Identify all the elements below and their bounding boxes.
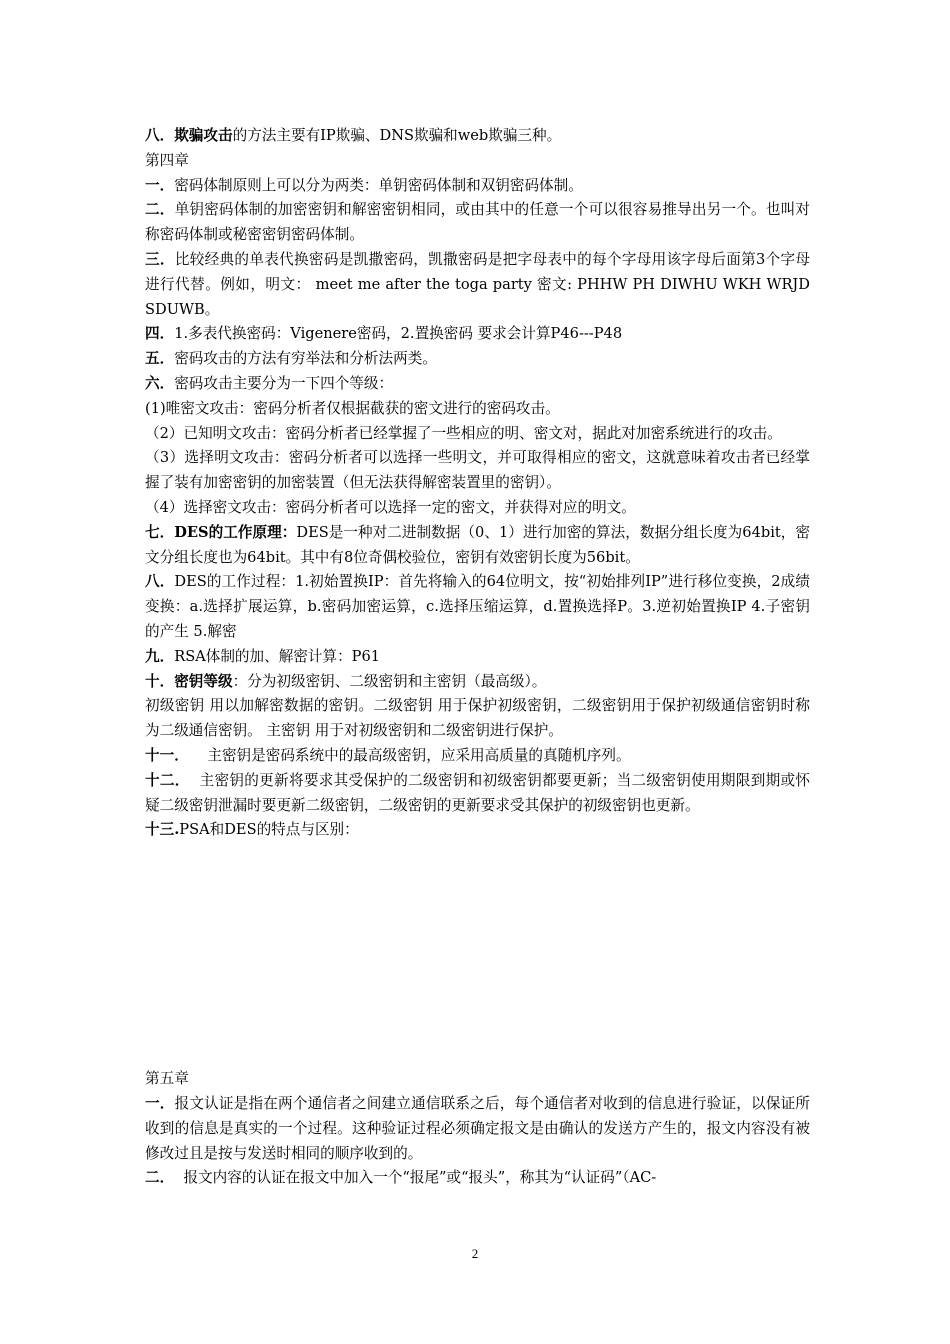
bold-term: DES的工作原理： [174,523,297,541]
paragraph-text: 主密钥的更新将要求其受保护的二级密钥和初级密钥都要更新；当二级密钥使用期限到期或怀疑二级密钥泄漏时要更新二级密钥，二级密钥的更新要求受其保护的初级密钥也更新。 [145,771,810,814]
bold-term: 欺骗攻击 [174,127,233,144]
item-label: 二． [145,201,175,219]
item-label: 六． [145,374,175,392]
paragraph-ch4-item4 [145,322,810,347]
blank-space [145,843,810,1067]
attack-level-1: (1)唯密文攻击：密码分析者仅根据截获的密文进行的密码攻击。 [145,399,560,417]
paragraph-text: DES的工作过程：1.初始置换IP：首先将输入的64位明文，按“初始排列IP”进行移位变换，2成绩变换：a.选择扩展运算，b.密码加密运算，c.选择压缩运算，d.置换选择P。3.逆初始置换IP 4.子密钥的产生 5.解密 [145,573,810,640]
paragraph-ch4-item6 [145,372,810,397]
paragraph-text: RSA体制的加、解密计算：P61 [174,647,381,665]
item-label: 十三. [145,821,180,839]
paragraph-text: 1.多表代换密码：Vigenere密码，2.置换密码 要求会计算P46---P48 [174,325,623,343]
paragraph-ch5-item1 [145,1092,810,1166]
paragraph-text: 报文认证是指在两个通信者之间建立通信联系之后，每个通信者对收到的信息进行验证，以保证所收到的信息是真实的一个过程。这种验证过程必须确定报文是由确认的发送方产生的，报文内容没有被修改过且是按与发送时相同的顺序收到的。 [145,1094,810,1162]
item-label: 十二． [145,771,190,789]
paragraph-text: 密码攻击的方法有穷举法和分析法两类。 [174,350,437,368]
paragraph-ch5-item2 [145,1166,810,1191]
item-label: 八． [145,573,175,591]
paragraph-text: 主密钥是密码系统中的最高级密钥，应采用高质量的真随机序列。 [188,746,631,764]
paragraph-text: 比较经典的单表代换密码是凯撒密码，凯撒密码是把字母表中的每个字母用该字母后面第3个字母进行代替。例如，明文： meet me after the toga party 密文: PHHW PH DIWHU WKH WRJD SDUWB。 [145,250,810,318]
attack-level-4: （4）选择密文攻击：密码分析者可以选择一定的密文，并获得对应的明文。 [145,498,636,516]
bold-term: 密钥等级 [174,672,233,690]
attack-level-2: （2）已知明文攻击：密码分析者已经掌握了一些相应的明、密文对，据此对加密系统进行的攻击。 [145,424,782,442]
item-label: 二． [145,1169,175,1187]
page-number: 2 [471,1246,479,1261]
item-label: 四． [145,325,175,343]
paragraph-text: DES是一种对二进制数据（0、1）进行加密的算法，数据分组长度为64bit，密文分组长度也为64bit。其中有8位奇偶校验位，密钥有效密钥长度为56bit。 [145,523,810,566]
item-label: 一． [145,176,175,194]
paragraph-text: ：分为初级密钥、二级密钥和主密钥（最高级）。 [232,672,547,690]
paragraph-ch4-item12 [145,769,810,819]
item-label: 七． [145,523,175,541]
paragraph-ch4-item1 [145,174,810,199]
key-levels-detail: 初级密钥 用以加解密数据的密钥。二级密钥 用于保护初级密钥，二级密钥用于保护初级通信密钥时称为二级通信密钥。 主密钥 用于对初级密钥和二级密钥进行保护。 [145,697,810,740]
item-label: 十一． [145,746,189,764]
paragraph-ch4-item5 [145,347,810,372]
paragraph-ch4-item7 [145,521,810,571]
paragraph-text: 密码攻击主要分为一下四个等级： [174,374,394,392]
paragraph-text: 单钥密码体制的加密密钥和解密密钥相同，或由其中的任意一个可以很容易推导出另一个。也叫对称密码体制或秘密密钥密码体制。 [145,201,810,244]
chapter4-title: 第四章 [145,151,189,169]
chapter5-title: 第五章 [145,1070,189,1088]
paragraph-text: 报文内容的认证在报文中加入一个“报尾”或“报头”，称其为“认证码”（AC- [174,1169,657,1187]
paragraph-ch4-item13 [145,818,810,843]
item-label: 九． [145,647,175,665]
document-body [145,124,810,1191]
paragraph-ch4-item11 [145,744,810,769]
item-label: 八． [145,127,175,144]
attack-level-3: （3）选择明文攻击：密码分析者可以选择一些明文，并可取得相应的密文，这就意味着攻击者已经掌握了装有加密密钥的加密装置（但无法获得解密装置里的密钥）。 [145,449,810,492]
paragraph-text: 密码体制原则上可以分为两类：单钥密码体制和双钥密码体制。 [174,176,583,194]
paragraph-text: PSA和DES的特点与区别： [179,821,359,839]
paragraph-ch4-item9 [145,645,810,670]
item-label: 五． [145,350,175,368]
paragraph-ch4-item10 [145,670,810,695]
paragraph-text: 的方法主要有IP欺骗、DNS欺骗和web欺骗三种。 [232,127,562,144]
paragraph-ch4-item8 [145,570,810,644]
item-label: 一． [145,1094,175,1112]
paragraph-ch4-item2 [145,198,810,248]
item-label: 三． [145,250,175,268]
paragraph-ch4-item3 [145,248,810,322]
paragraph-ch3-item8 [145,124,810,149]
item-label: 十． [145,672,175,690]
